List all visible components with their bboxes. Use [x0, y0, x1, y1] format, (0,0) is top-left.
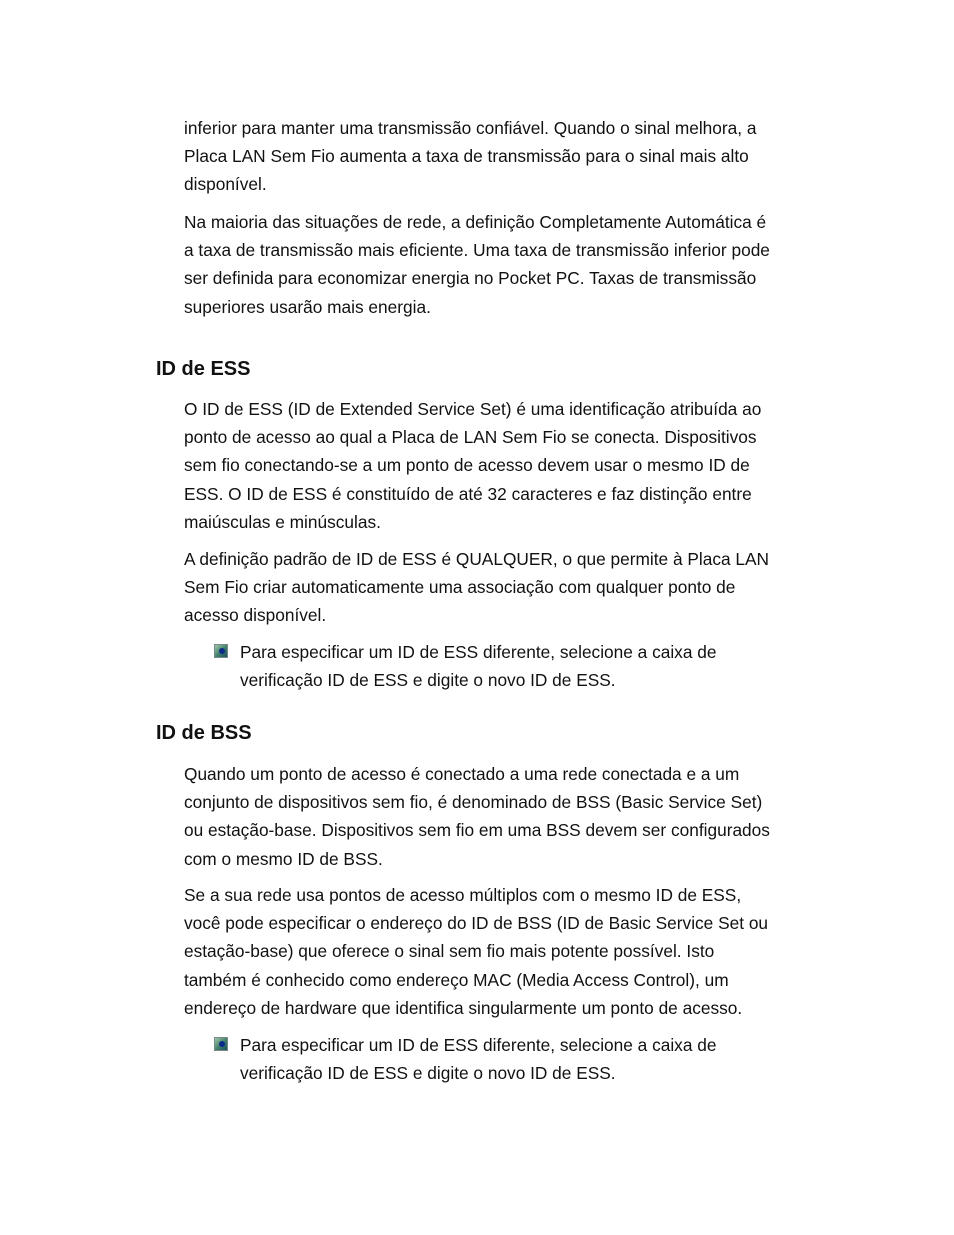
text-line: Para especificar um ID de ESS diferente, selecione a caixa de	[240, 1035, 717, 1055]
text-line: sem fio conectando-se a um ponto de acesso devem usar o mesmo ID de	[184, 455, 750, 476]
text-line: estação-base) que oferece o sinal sem fio mais potente possível. Isto	[184, 941, 715, 962]
text-line: você pode especificar o endereço do ID de BSS (ID de Basic Service Set ou	[184, 913, 769, 934]
text-line: maiúsculas e minúsculas.	[184, 511, 381, 532]
bss-paragraph-1	[184, 760, 856, 873]
text-line: Quando um ponto de acesso é conectado a uma rede conectada e a um	[184, 764, 740, 784]
text-line: Para especificar um ID de ESS diferente, selecione a caixa de	[240, 642, 717, 662]
text-line: Se a sua rede usa pontos de acesso múltiplos com o mesmo ID de ESS,	[184, 885, 742, 905]
text-line: ESS. O ID de ESS é constituído de até 32 caracteres e faz distinção entre	[184, 483, 752, 504]
text-line: A definição padrão de ID de ESS é QUALQUER, o que permite à Placa LAN	[184, 549, 770, 569]
intro-paragraph-2	[184, 208, 856, 321]
text-line: endereço de hardware que identifica singularmente um ponto de acesso.	[184, 997, 743, 1018]
text-line: O ID de ESS (ID de Extended Service Set) é uma identificação atribuída ao	[184, 399, 762, 419]
text-line: disponível.	[184, 174, 267, 195]
section-heading-ess: ID de ESS	[156, 358, 251, 380]
text-line: inferior para manter uma transmissão confiável. Quando o sinal melhora, a	[184, 118, 757, 138]
text-line: acesso disponível.	[184, 605, 327, 626]
intro-paragraph-1	[184, 114, 856, 199]
text-line: conjunto de dispositivos sem fio, é denominado de BSS (Basic Service Set)	[184, 792, 763, 813]
section-heading-bss: ID de BSS	[156, 722, 252, 744]
text-line: ou estação-base. Dispositivos sem fio em uma BSS devem ser configurados	[184, 820, 770, 841]
step-bullet-icon	[214, 1037, 228, 1051]
text-line: Placa LAN Sem Fio aumenta a taxa de transmissão para o sinal mais alto	[184, 146, 749, 167]
text-line: verificação ID de ESS e digite o novo ID de ESS.	[240, 670, 616, 691]
bullet-text	[240, 638, 716, 694]
text-line: superiores usarão mais energia.	[184, 296, 431, 317]
bss-paragraph-2	[184, 881, 856, 1022]
step-bullet-icon	[214, 644, 228, 658]
text-line: verificação ID de ESS e digite o novo ID de ESS.	[240, 1063, 616, 1084]
text-line: Na maioria das situações de rede, a definição Completamente Automática é	[184, 212, 767, 232]
text-line: a taxa de transmissão mais eficiente. Uma taxa de transmissão inferior pode	[184, 240, 770, 261]
ess-paragraph-1	[184, 395, 856, 536]
text-line: Sem Fio criar automaticamente uma associação com qualquer ponto de	[184, 577, 736, 598]
text-line: ponto de acesso ao qual a Placa de LAN Sem Fio se conecta. Dispositivos	[184, 427, 757, 448]
bullet-text	[240, 1031, 716, 1087]
ess-paragraph-2	[184, 545, 856, 630]
text-line: também é conhecido como endereço MAC (Media Access Control), um	[184, 969, 729, 990]
text-line: ser definida para economizar energia no Pocket PC. Taxas de transmissão	[184, 268, 757, 289]
text-line: com o mesmo ID de BSS.	[184, 848, 383, 869]
